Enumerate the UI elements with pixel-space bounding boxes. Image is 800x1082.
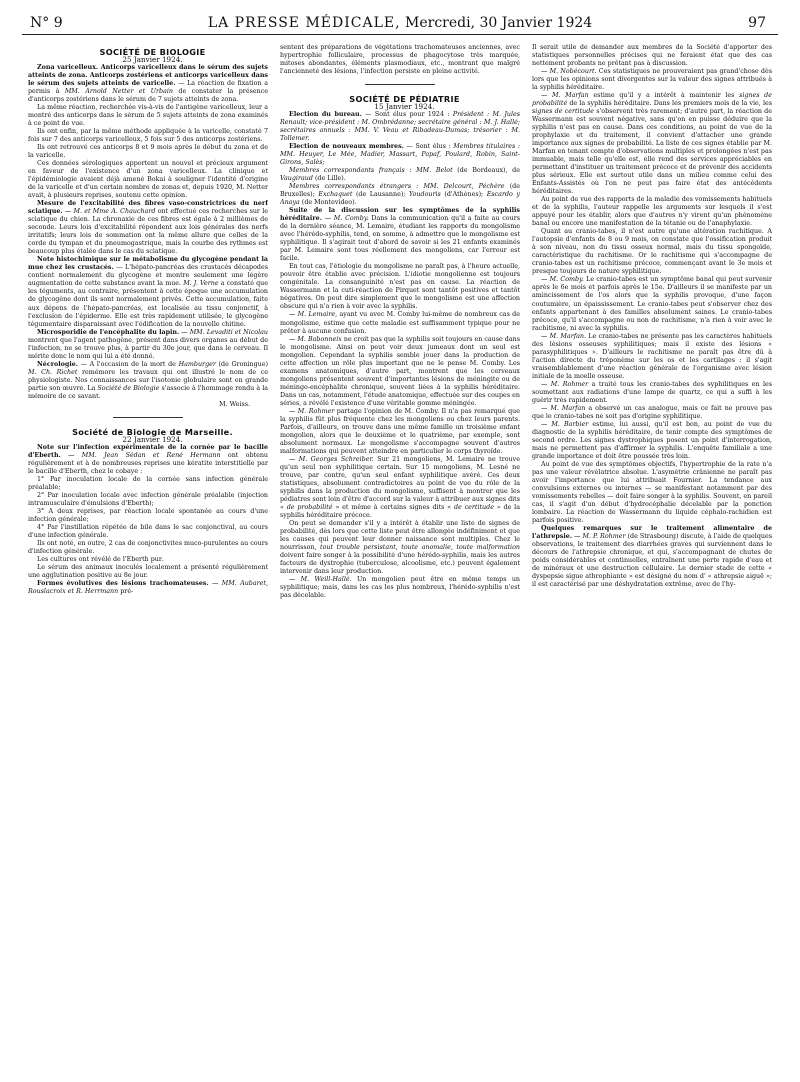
paragraph: — M. Marfan estime qu'il y a intérêt à maintenir les signes de probabilité de la syphilis héréditaire. Dans les premiers mois de la vie, les signes de certitude s'observent très rarement; d'autre part, la réaction de Wassermann est souvent négative, sans qu'on en puisse déduire que la syphilis n'est pas en cause. Dans ces conditions, au point de vue de la prophylaxie et du traitement, il convient d'attacher une grande importance aux signes de probabilité. La liste de ces signes établie par M. Marfan en tenant compte d'observations multiples et prolongées n'est pas immuable, mais telle qu'elle est, elle rend des services appréciables en permettant d'instituer un traitement précoce et de prévenir des accidents plus sérieux. Elle est surtout utile dans un milieu comme celui des Enfants-Assistés où l'on ne peut pas faire état des antécédents héréditaires. (532, 92, 772, 196)
journal-title (22, 15, 778, 31)
paragraph: Quant au cranio-tabes, il n'est autre qu'une altération rachitique. A l'autopsie d'enfants de 8 ou 9 mois, on constate que l'ossification produit à son niveau, non du tissu osseux normal, mais du tissu spongoïde, caractéristique du rachitisme. Or le rachitisme qui s'accompagne de cranio-tabes est un rachitisme précoce, commençant avant le 3e mois et presque toujours de nature syphilitique. (532, 228, 772, 276)
paragraph: Ils ont noté, en outre, 2 cas de conjonctivites muco-purulentes au cours d'infection générale. (28, 539, 268, 555)
section-title: SOCIÉTÉ DE BIOLOGIE (99, 47, 206, 57)
paragraph: On peut se demander s'il y a intérêt à établir une liste de signes de probabilité, dès lors que cette liste peut être allongée indéfiniment et que les causes qui peuvent leur donner naissance sont multiples. Chez le nourrisson, tout trouble persistant, toute anomalie, toute malformation doivent faire songer à la possibilité d'une hérédo-syphilis, mais les autres facteurs de dystrophie (tuberculose, alcoolisme, etc.) peuvent également intervenir dans leur production. (280, 519, 520, 575)
section-date: 25 Janvier 1924. (122, 55, 183, 65)
section-date: 22 Janvier 1924. (122, 434, 183, 444)
page-columns (28, 44, 772, 1074)
paragraph: Election du bureau. — Sont élus pour 1924 : Président : M. Jules Renault; vice-président : M. Ombrédanne; secrétaire général : M. J. Hallé; secrétaires annuels : MM. V. Veau et Ribadeau-Dumas; trésorier : M. Tollemer. (280, 111, 520, 143)
paragraph: — M. Nobécourt. Ces statistiques ne prouveraient pas grand'chose dès lors que les opinions sont divergentes sur la valeur des signes attribués à la syphilis héréditaire. (532, 68, 772, 92)
issue-number: N° 9 (30, 15, 63, 31)
paragraph: Zona varicelleux. Anticorps varicelleux dans le sérum des sujets atteints de zona. Anticorps zostériens et anticorps varicelleux dans le sérum des sujets atteints de varicelle. — La réaction de fixation a permis à MM. Arnold Netter et Urbain de constater la présence d'anticorps zostériens dans le sérum de 7 sujets atteints de zona. (28, 64, 268, 104)
signature: M. Weiss. (219, 400, 250, 408)
paragraph: Ils ont enfin, par la même méthode appliquée à la varicelle, constaté 7 fois sur 7 des anticorps varicelleux, 5 fois sur 5 des anticorps zostériens. (28, 128, 268, 144)
paragraph: — M. Marfan. Le cranio-tabes ne présente pas les caractères habituels des lésions osseuses syphilitiques; mais il existe des lésions « parasyphilitiques ». D'ailleurs le rachitisme ne paraît pas être dû à l'action directe du tréponème sur les os et les cartilages : il s'agit vraisemblablement d'une réaction générale de l'organisme avec lésion initiale de la moelle osseuse. (532, 332, 772, 380)
paragraph: Membres correspondants français : MM. Belot (de Bordeaux), de Vaugiraud (de Lille). (280, 167, 520, 183)
paragraph: — M. Babonneix ne croit pas que la syphilis soit toujours en cause dans le mongolisme. Ainsi on peut voir deux jumeaux dont un seul est mongolien. Cependant la syphilis semble jouer dans la production de cette affection un rôle plus important que ne le pense M. Comby. Les examens anatomiques, d'autre part, montrent que les cerveaux mongoliens présentent souvent d'importantes lésions de méningite ou de méningo-encéphalite chronique, souvent liées à la syphilis héréditaire. Dans un cas, notamment, l'étude anatomique, effectuée sur des coupes en séries, a révélé l'existence d'une véritable gomme méningée. (280, 335, 520, 407)
paragraph: Microsporidie de l'encéphalite du lapin. — MM. Levaditi et Nicolau montrent que l'agent pathogène, présent dans divers organes au début de l'infection, ne se trouve plus, à partir du 30e jour, que dans le cerveau. Il mérite donc le nom qui lui a été donné. (28, 328, 268, 360)
running-header (22, 12, 778, 35)
paragraph: Les cultures ont révélé de l'Eberth pur. (37, 555, 164, 563)
paragraph: — M. Rohmer partage l'opinion de M. Comby. Il n'a pas remarqué que la syphilis fût plus fréquente chez les mongoliens ou chez leurs parents. Parfois, d'ailleurs, on trouve dans une même famille un troisième enfant mongolien, alors que le deuxième et le quatrième, par exemple, sont absolument normaux. Le mongolisme s'accompagne souvent d'autres malformations qui peuvent atteindre en particulier le corps thyroïde. (280, 407, 520, 455)
paragraph: Note histochimique sur le métabolisme du glycogène pendant la mue chez les crustacés. — L'hépato-pancréas des crustacés décapodes contient normalement du glycogène et montre seulement une légère augmentation de cette substance avant la mue. M. J. Verne a constaté que les téguments, au contraire, présentent à cette époque une accumulation de glycogène dont ils sont normalement privés. Cette accumulation, faite aux dépens de l'hépato-pancréas, est localisée au tissu conjonctif, à l'exclusion de l'épiderme. Elle est très rapidement utilisée, le glycogène tégumentaire disparaissant avec l'édification de la nouvelle chitine. (28, 256, 268, 328)
section-title: Société de Biologie de Marseille. (72, 426, 233, 437)
paragraph: Election de nouveaux membres. — Sont élus : Membres titulaires : MM. Heuyer, Le Mée, Madier, Massart, Papaf, Poulard, Robin, Saint-Girons, Salès; (280, 143, 520, 167)
section-date: 15 Janvier 1924. (374, 102, 435, 112)
paragraph: Note sur l'infection expérimentale de la cornée par le bacille d'Eberth. — MM. Jean Sédan et René Hermann ont obtenu régulièrement et à de nombreuses reprises une kératite interstitielle par le bacille d'Eberth, chez le cobaye : (28, 443, 268, 475)
list-item: 2° Par inoculation locale avec infection générale préalable (injection intramusculaire d'émulsions d'Eberth); (28, 491, 268, 507)
divider (113, 417, 183, 418)
list-item: 1° Par inoculation locale de la cornée sans infection générale préalable; (28, 475, 268, 491)
divider (365, 84, 435, 85)
journal-name: LA PRESSE MÉDICALE, (207, 15, 401, 31)
paragraph: — M. Georges Schreiber. Sur 21 mongoliens, M. Lemaire ne trouve qu'un seul non syphilitique certain. Sur 15 mongoliens, M. Lesné ne trouve, par contre, qu'un seul enfant syphilitique avéré. Ces deux statistiques, absolument contradictoires au point de vue du rôle de la syphilis dans la production du mongolisme, suffisent à montrer que les pédiatres sont loin d'être d'accord sur la valeur à attribuer aux signes dits « de probabilité » et même à certains signes dits « de certitude » de la syphilis héréditaire précoce. (280, 455, 520, 519)
paragraph: Au point de vue des rapports de la maladie des vomissements habituels et de la syphilis, l'auteur rappelle les arguments sur lesquels il s'est appuyé pour les établir, alors que d'autres n'y virent qu'un phénomène banal ou encore une manifestation de la tétanie ou de l'anaphylaxie. (532, 196, 772, 228)
paragraph: sentent des préparations de végétations trachomateuses anciennes, avec hypertrophie folliculaire, processus de phagocytose très marquée, mitoses abondantes, éléments plasmodiaux, etc., montrant que malgré l'ancienneté des lésions, l'infection persiste en pleine activité. (280, 44, 520, 76)
paragraph: Ces données sérologiques apportent un nouvel et précieux argument en faveur de l'existence d'un zona varicelleux. La clinique et l'épidémiologie avaient déjà amené Bokai à souligner l'identité d'origine de la varicelle et d'un certain nombre de zonas et, depuis 1920, M. Netter avait, à plusieurs reprises, soutenu cette opinion. (28, 160, 268, 200)
list-item: 3° A deux reprises, par réaction locale spontanée au cours d'une infection générale; (28, 507, 268, 523)
paragraph: — M. Comby. Le cranio-tabes est un symptôme banal qui peut survenir après le 6e mois et parfois après le 15e. D'ailleurs il se manifeste par un amincissement de l'os alors que la syphilis provoque, d'une façon coutumière, un épaississement. Le cranio-tabes peut s'observer chez des enfants appartenant à des familles absolument saines. Le cranio-tabes précoce, qu'il s'accompagne ou non de rachitisme, n'a rien à voir avec le rachitisme, ni avec la syphilis. (532, 276, 772, 332)
paragraph: Il serait utile de demander aux membres de la Société d'apporter des statistiques personnelles précises qui ne feraient état que des cas nettement probants ne prêtant pas à discussion. (532, 44, 772, 68)
column-1 (28, 44, 268, 1074)
paragraph: Formes évolutives des lésions trachomateuses. — MM. Aubaret, Rouslacroix et R. Herrmann pré- (28, 580, 268, 596)
column-2 (280, 44, 520, 1074)
paragraph: Quelques remarques sur le traitement alimentaire de l'athrepsie. — M. P. Rohmer (de Strasbourg) discute, à l'aide de quelques observations, le traitement des diarrhées graves qui surviennent dans le décours de l'athrepsie chronique, et qui, s'accompagnant de chutes de poids considérables et continuelles, entraînent une perte rapide d'eau et de minéraux et une destruction cellulaire. Le dernier stade de cette « dyspepsie sigue athrophiante » est désigné du nom d' « athrepsie aiguë »; il est caractérisé par une déshydratation extrême, avec de l'hy- (532, 524, 772, 589)
paragraph: Mesure de l'excitabilité des fibres vaso-constrictrices du nerf sciatique. — M. et Mme A. Chauchard ont effectué ces recherches sur le sciatique du chien. La chronaxie de ces fibres est égale à 2 millièmes de seconde. Leurs lois d'excitabilité répondent aux lois générales des nerfs irritatifs; leurs lois de sommation ont la même allure que celles de la corde du tympan et du pneumogastrique, mais la courbe des rythmes est beaucoup plus étalée dans le cas du sciatique. (28, 200, 268, 256)
paragraph: La même réaction, recherchée vis-à-vis de l'antigène varicelleux, leur a montré des anticorps dans le sérum de 5 sujets atteints de zona examinés à ce point de vue. (28, 104, 268, 128)
paragraph: Le sérum des animaux inoculés localement a présenté régulièrement une agglutination positive au 8e jour. (28, 563, 268, 579)
paragraph: En tout cas, l'étiologie du mongolisme ne paraît pas, à l'heure actuelle, pouvoir être établie avec précision. L'idiotie mongolienne est toujours congénitale. La consanguinité n'est pas en cause. La réaction de Wassermann et la cuti-réaction de Pirquet sont tantôt positives et tantôt négatives. On peut dire simplement que le mongolisme est une affection obscure qui n'a rien à voir avec la syphilis. (280, 263, 520, 311)
issue-date: Mercredi, 30 Janvier 1924 (405, 15, 593, 31)
paragraph: — M. Rohmer a traité tous les cranio-tabes des syphilitiques en les soumettant aux radiations d'une lampe de quartz, ce qui a suffi à les guérir très rapidement. (532, 380, 772, 404)
section-title: SOCIÉTÉ DE PÉDIATRIE (349, 94, 460, 105)
page-number: 97 (748, 15, 766, 31)
column-3 (532, 44, 772, 1074)
paragraph: Ils ont retrouvé ces anticorps 8 et 9 mois après le début du zona et de la varicelle. (28, 144, 268, 160)
list-item: 4° Par l'instillation répétée de bile dans le sac conjonctival, au cours d'une infection générale. (28, 523, 268, 539)
paragraph: — M. Lemaire, ayant vu avec M. Comby lui-même de nombreux cas de mongolisme, estime que cette maladie est suffisamment typique pour ne prêter à aucune confusion. (280, 311, 520, 335)
paragraph: — M. Weill-Hallé. Un mongolien peut être en même temps un syphilitique; mais, dans les cas les plus nombreux, l'hérédo-syphilis n'est pas décelable. (280, 576, 520, 600)
paragraph: Suite de la discussion sur les symptômes de la syphilis héréditaire. — M. Comby. Dans la communication qu'il a faite au cours de la dernière séance, M. Lemaire, étudiant les rapports du mongolisme avec l'hérédo-syphilis, tend, en somme, à admettre que le mongolisme est syphilitique. Il s'agirait tout d'abord de savoir si les 21 enfants examinés par M. Lemaire sont tous réellement des mongoliens, car l'erreur est facile. (280, 207, 520, 263)
paragraph: — M. Barbier estime, lui aussi, qu'il est bon, au point de vue du diagnostic de la syphilis héréditaire, de tenir compte des symptômes de second ordre. Les signes dystrophiques posent un point d'interrogation, mais ne permettent pas d'affirmer la syphilis. L'enquête familiale a une grande importance et doit être poussée très loin. (532, 420, 772, 460)
paragraph: Membres correspondants étrangers : MM. Delcourt, Péchère (de Bruxelles); Exchaquet (de Lausanne); Youdouris (d'Athènes); Escardo y Anaya (de Montevideo). (280, 183, 520, 207)
paragraph: Au point de vue des symptômes objectifs, l'hypertrophie de la rate n'a pas une valeur révélatrice absolue. L'asymétrie crânienne ne paraît pas avoir l'importance que lui attribuait Fournier. La tendance aux convulsions externes ou internes — se manifestant notamment par des vomissements rebelles — doit faire songer à la syphilis. Souvent, en pareil cas, il s'agit d'un début d'hydrocéphalie décelable par la ponction lombaire. La réaction de Wassermann du liquide céphalo-rachidien est parfois positive. (532, 460, 772, 524)
paragraph: Nécrologie. — A l'occasion de la mort de Hamburger (de Groningue) M. Ch. Richet remémore les travaux qui ont illustré le nom de ce physiologiste. Nos connaissances sur l'isotonie globulaire sont en grande partie son œuvre. La Société de Biologie s'associe à l'hommage rendu à la mémoire de ce savant. (28, 360, 268, 400)
paragraph: — M. Marfan a observé un cas analogue, mais ce fait ne prouve pas que le cranio-tabes ne soit pas d'origine syphilitique. (532, 404, 772, 420)
